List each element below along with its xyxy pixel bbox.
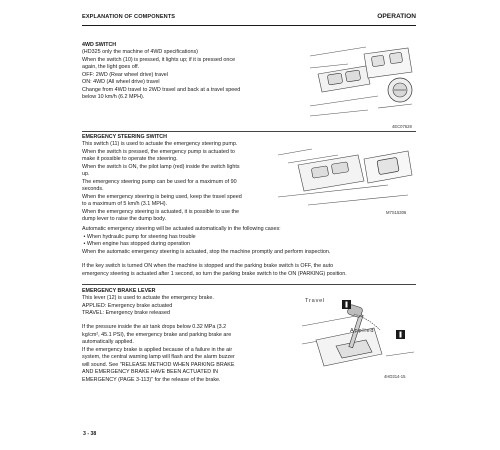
text-line: automatically applied. (82, 339, 134, 346)
text-line: again, the light goes off. (82, 64, 140, 71)
figure-label-travel: Travel (305, 298, 326, 304)
text-line: If the key switch is turned ON when the machine is stopped and the parking brake switch is OFF, the auto (82, 263, 334, 269)
text-line: TRAVEL: Emergency brake released (82, 310, 170, 317)
text-line: When the switch is ON, the pilot lamp (red) inside the switch lights (82, 163, 240, 170)
text-line: make it possible to operate the steering. (82, 156, 178, 163)
auto-steering-text (82, 226, 416, 256)
text-line: Change from 4WD travel to 2WD travel and back at a travel speed (82, 86, 241, 93)
bullet-item: • When engine has stopped during operation (82, 241, 190, 248)
section-divider (82, 131, 416, 132)
text-line: kg/cm², 45.1 PSI), the emergency brake and parking brake are (82, 331, 232, 338)
section-divider (82, 284, 416, 285)
text-line: Automatic emergency steering will be actuated automatically in the following cases: (82, 226, 281, 232)
header-chapter: OPERATION (377, 13, 416, 20)
text-line: dump lever to raise the dump body. (82, 216, 167, 223)
text-line: AND EMERGENCY BRAKE HAVE BEEN ACTUATED IN (82, 369, 218, 376)
text-line: below 10 km/h (6.2 MPH). (82, 94, 145, 101)
text-line: When the switch is pressed, the emergency pump is actuated to (82, 148, 235, 155)
section-title-4wd: 4WD SWITCH (82, 42, 117, 48)
figure-4wd-switch (308, 44, 416, 122)
text-line: up. (82, 171, 90, 178)
page-number: 3 - 38 (83, 431, 97, 437)
text-line: The emergency steering pump can be used for a maximum of 90 (82, 178, 237, 185)
text-line: system, the central warning lamp will flash and the alarm buzzer (82, 354, 235, 361)
text-line: ON: 4WD (All wheel drive) travel (82, 79, 160, 86)
text-line: (HD325 only the machine of 4WD specifications) (82, 49, 198, 55)
section-title-steering: EMERGENCY STEERING SWITCH (82, 134, 167, 140)
bullet-item: • When hydraulic pump for steering has trouble (82, 233, 196, 240)
text-line: This switch (11) is used to actuate the emergency steering pump. (82, 141, 238, 147)
text-line: When the switch (10) is pressed, it lights up; if it is pressed once (82, 56, 236, 63)
text-line: EMERGENCY (PAGE 3-113)" for the release of the brake. (82, 376, 221, 383)
text-line: emergency steering is actuated after 1 second, so turn the parking brake switch to the ON (PARKING) position. (82, 270, 347, 277)
figure-label-applied: Applied (350, 328, 375, 334)
figure-id-brake: 4HD314-15 (384, 374, 406, 379)
text-line: OFF: 2WD (Rear wheel drive) travel (82, 71, 168, 78)
bullet-text: When hydraulic pump for steering has trouble (86, 233, 196, 240)
header-section: EXPLANATION OF COMPONENTS (82, 14, 176, 20)
text-line: If the pressure inside the air tank drops below 0.32 MPa (3.2 (82, 324, 227, 330)
header-rule (82, 25, 416, 26)
text-line: APPLIED: Emergency brake actuated (82, 302, 173, 309)
bullet-text: When engine has stopped during operation (86, 241, 190, 248)
text-line: to a maximum of 5 km/h (3.1 MPH). (82, 201, 168, 208)
text-line: This lever (12) is used to actuate the emergency brake. (82, 295, 214, 301)
figure-id-steering: M7S15306 (386, 210, 407, 215)
figure-emergency-brake-lever (296, 296, 416, 376)
figure-id-4wd: 4EC07628 (392, 124, 412, 129)
text-line: When the automatic emergency steering is actuated, stop the machine promptly and perform inspection. (82, 248, 331, 255)
key-switch-text (82, 263, 416, 278)
text-line: If the emergency brake is applied because of a failure in the air (82, 346, 233, 353)
figure-emergency-steering-switch (268, 145, 416, 209)
text-line: will sound. See "RELEASE METHOD WHEN PARKING BRAKE (82, 361, 235, 368)
text-line: When the emergency steering is being used, keep the travel speed (82, 193, 242, 200)
text-line: seconds. (82, 186, 104, 193)
text-line: When the emergency steering is actuated, it is possible to use the (82, 208, 240, 215)
section-title-brake: EMERGENCY BRAKE LEVER (82, 288, 156, 294)
